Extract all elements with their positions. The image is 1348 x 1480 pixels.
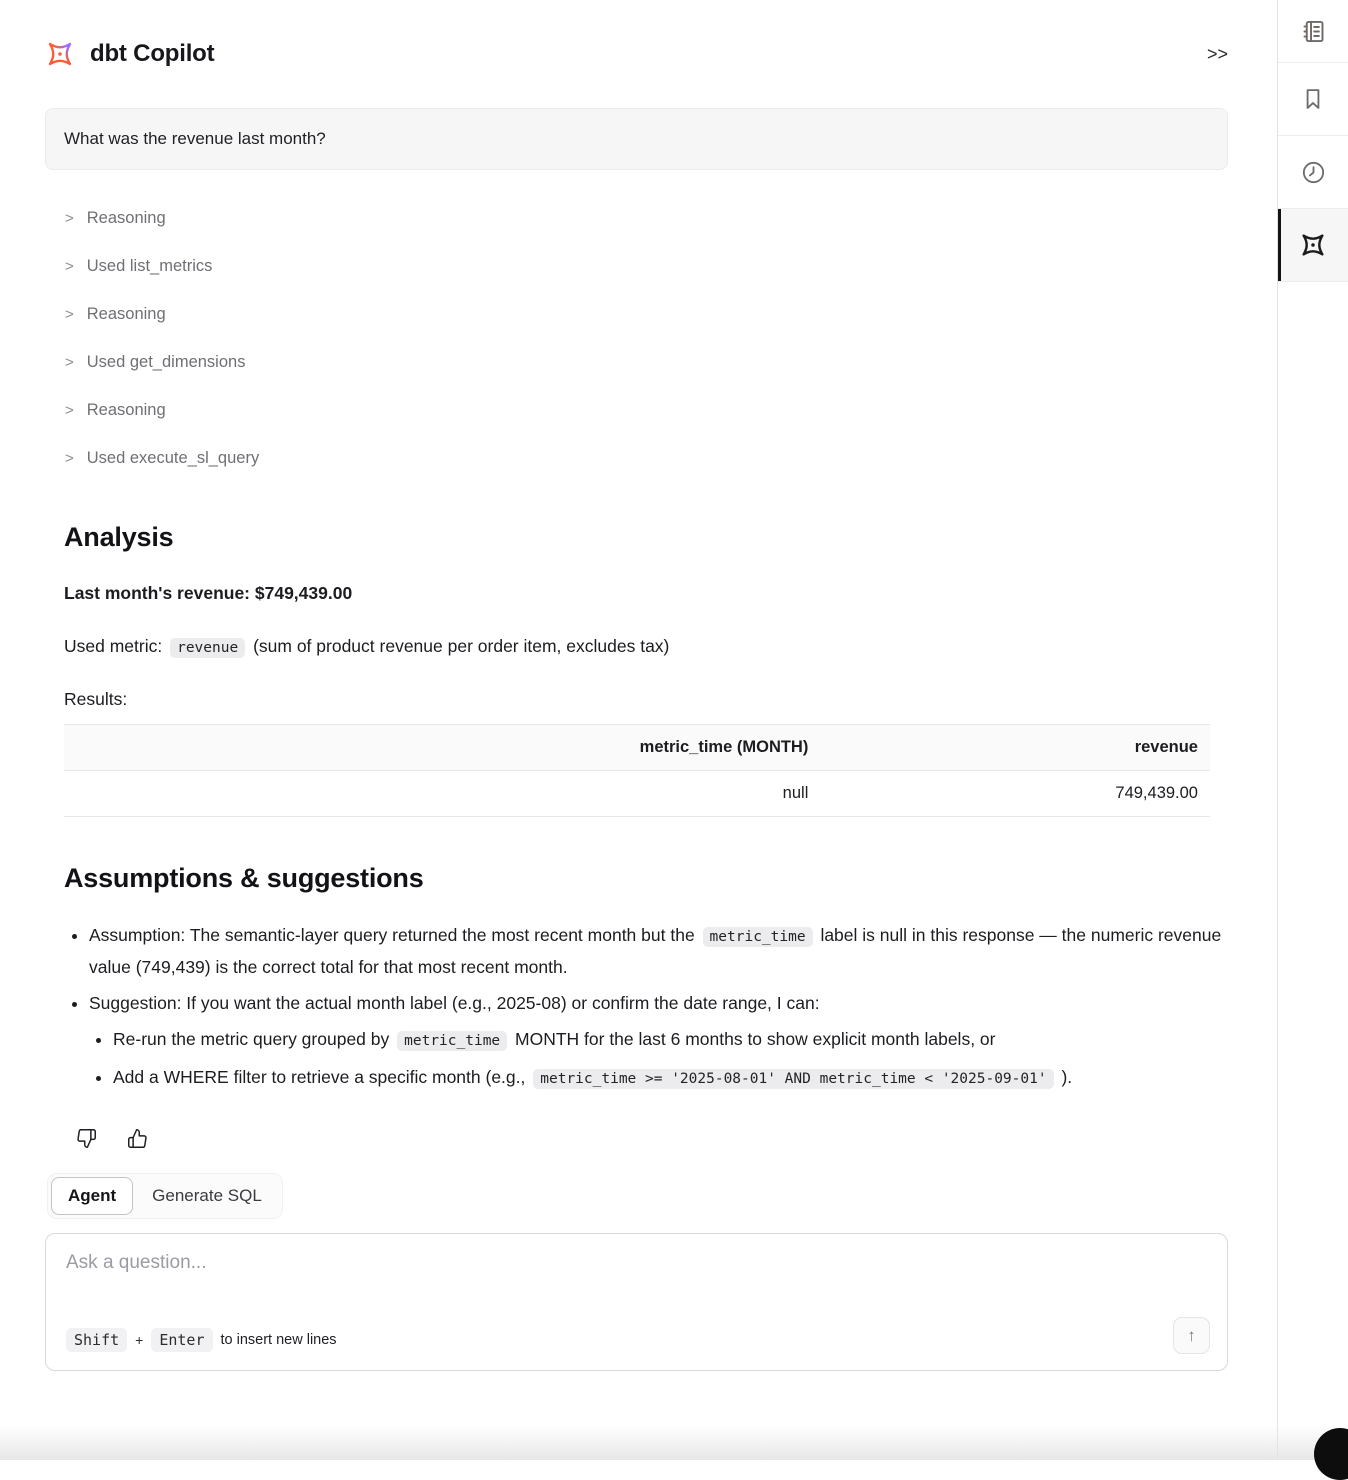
bookmark-icon [1300, 86, 1326, 112]
notebook-icon [1300, 18, 1327, 45]
clock-icon [1300, 159, 1327, 186]
thumbs-down-button[interactable] [76, 1128, 97, 1149]
rail-item-history[interactable] [1278, 136, 1348, 209]
assumption-bullet: • Assumption: The semantic-layer query returned the most recent month but the metric_time label is null in this response — the numeric revenue value (749,439) is the correct total for that most recent month. [89, 920, 1228, 982]
tab-generate-sql[interactable]: Generate SQL [135, 1177, 279, 1215]
chevron-right-icon: > [65, 209, 74, 227]
revenue-summary: Last month's revenue: $749,439.00 [64, 583, 353, 603]
thumbs-up-button[interactable] [127, 1128, 148, 1149]
enter-key-chip: Enter [151, 1328, 212, 1352]
chevron-right-icon: > [65, 257, 74, 275]
column-header-revenue: revenue [820, 725, 1210, 771]
assumptions-list [64, 920, 1228, 1094]
send-button[interactable] [1173, 1317, 1210, 1354]
composer [45, 1233, 1228, 1371]
user-message [45, 108, 1228, 170]
results-table-header-row [64, 725, 1210, 771]
rail-item-notebook[interactable] [1278, 0, 1348, 63]
suggestion-sub-bullet-2: • Add a WHERE filter to retrieve a specific month (e.g., metric_time >= '2025-08-01' AND metric_time < '2025-09-01' ). [113, 1062, 1228, 1094]
rail-item-bookmarks[interactable] [1278, 63, 1348, 136]
tab-agent[interactable]: Agent [51, 1177, 133, 1215]
where-filter-code-chip: metric_time >= '2025-08-01' AND metric_time < '2025-09-01' [533, 1069, 1053, 1089]
feedback-buttons [76, 1128, 1228, 1149]
cell-metric-time: null [64, 771, 820, 817]
metric-code-chip: revenue [170, 638, 245, 658]
chevron-right-icon: > [65, 401, 74, 419]
analysis-heading: Analysis [64, 522, 174, 552]
step-reasoning-3[interactable]: > Reasoning [65, 400, 166, 419]
metric-time-code-chip: metric_time [703, 927, 813, 947]
step-used-execute-sl-query[interactable]: > Used execute_sl_query [65, 448, 260, 467]
question-input[interactable] [66, 1252, 1207, 1310]
user-message-text: What was the revenue last month? [64, 129, 326, 148]
suggestion-bullet: • Suggestion: If you want the actual month label (e.g., 2025-08) or confirm the date range, I can: • Re-run the metric query grouped by metric_time MONTH for the last 6 months to show explicit month labels, or • Add a WHERE filter to retrieve a specific month (e.g., metric_time >= '2025-08-01' AND metric_time < '2025-09-01' ). [89, 988, 1228, 1094]
mode-tabs [47, 1173, 283, 1219]
results-table [64, 724, 1210, 817]
chevron-right-icon: > [65, 353, 74, 371]
thumbs-up-icon [127, 1128, 148, 1149]
panel-title: dbt Copilot [90, 40, 215, 67]
results-label: Results: [64, 689, 128, 709]
rail-item-dbt-copilot[interactable] [1278, 209, 1348, 282]
assistant-response [64, 522, 1228, 1149]
chevron-right-icon: > [65, 449, 74, 467]
step-reasoning-1[interactable]: > Reasoning [65, 208, 166, 227]
table-row [64, 771, 1210, 817]
step-used-get-dimensions[interactable]: > Used get_dimensions [65, 352, 246, 371]
chevron-right-icon: > [65, 305, 74, 323]
panel-header [45, 36, 1228, 72]
dbt-copilot-logo-icon [45, 39, 75, 69]
assumptions-heading: Assumptions & suggestions [64, 863, 424, 893]
metric-time-code-chip: metric_time [397, 1031, 507, 1051]
collapse-panel-button[interactable]: >> [1206, 43, 1228, 64]
keyboard-hint: Shift + Enter to insert new lines [66, 1328, 337, 1352]
cell-revenue: 749,439.00 [820, 771, 1210, 817]
shift-key-chip: Shift [66, 1328, 127, 1352]
step-reasoning-2[interactable]: > Reasoning [65, 304, 166, 323]
column-header-metric-time: metric_time (MONTH) [64, 725, 820, 771]
suggestion-sublist [89, 1024, 1228, 1094]
suggestion-sub-bullet-1: • Re-run the metric query grouped by metric_time MONTH for the last 6 months to show explicit month labels, or [113, 1024, 1228, 1056]
mouse-cursor-artifact [1314, 1428, 1348, 1480]
send-arrow-icon: ↑ [1187, 1325, 1196, 1345]
agent-steps [65, 194, 1228, 482]
step-used-list-metrics[interactable]: > Used list_metrics [65, 256, 213, 275]
thumbs-down-icon [76, 1128, 97, 1149]
dbt-icon [1299, 231, 1327, 259]
used-metric-line: Used metric: revenue (sum of product revenue per order item, excludes tax) [64, 636, 670, 656]
right-icon-rail [1277, 0, 1348, 1460]
